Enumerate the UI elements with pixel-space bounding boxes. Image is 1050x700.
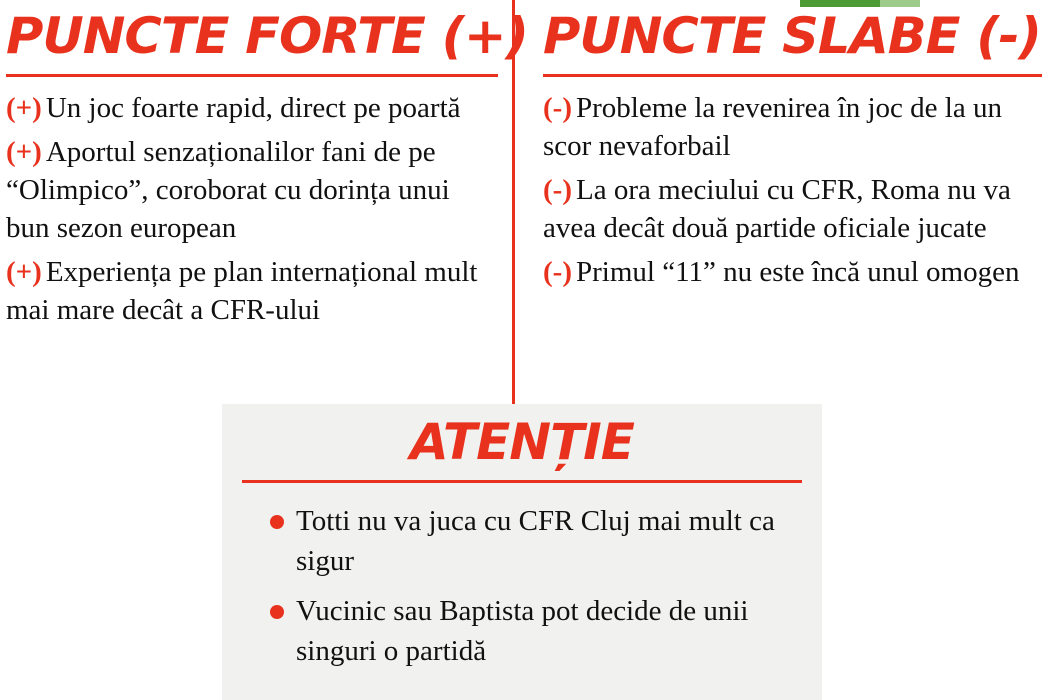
strengths-item-text: Un joc foarte rapid, direct pe poartă bbox=[45, 92, 461, 124]
plus-marker-icon: (+) bbox=[6, 92, 42, 124]
minus-marker-icon: (-) bbox=[543, 256, 572, 288]
minus-marker-icon: (-) bbox=[543, 92, 572, 124]
attention-panel bbox=[222, 404, 822, 700]
weaknesses-item bbox=[543, 253, 1042, 291]
strengths-item bbox=[6, 133, 498, 247]
attention-item-text: Totti nu va juca cu CFR Cluj mai mult ca sigur bbox=[296, 505, 775, 577]
plus-marker-icon: (+) bbox=[6, 256, 42, 288]
bullet-dot-icon bbox=[270, 515, 284, 529]
minus-marker-icon: (-) bbox=[543, 174, 572, 206]
weaknesses-item bbox=[543, 171, 1042, 247]
strengths-item-text: Aportul senzaționalilor fani de pe “Olimpico”, coroborat cu dorința unui bun sezon european bbox=[6, 136, 450, 244]
attention-item-text: Vucinic sau Baptista pot decide de unii singuri o partidă bbox=[296, 595, 749, 667]
weaknesses-item bbox=[543, 89, 1042, 165]
weaknesses-column bbox=[512, 0, 1050, 404]
weaknesses-item-text: Probleme la revenirea în joc de la un scor nevaforbail bbox=[543, 92, 1002, 162]
weaknesses-item-text: Primul “11” nu este încă unul omogen bbox=[575, 256, 1020, 288]
strengths-item bbox=[6, 253, 498, 329]
attention-list bbox=[242, 501, 802, 671]
attention-title: ATENȚIE bbox=[410, 413, 634, 471]
strengths-item-text: Experiența pe plan internațional mult mai mare decât a CFR-ului bbox=[6, 256, 478, 326]
attention-item bbox=[264, 591, 780, 671]
weaknesses-title: PUNCTE SLABE (-) bbox=[543, 7, 1041, 65]
attention-item bbox=[264, 501, 780, 581]
attention-rule bbox=[242, 480, 802, 483]
strengths-title: PUNCTE FORTE (+) bbox=[6, 7, 528, 65]
strengths-column bbox=[0, 0, 528, 404]
weaknesses-item-text: La ora meciului cu CFR, Roma nu va avea decât două partide oficiale jucate bbox=[543, 174, 1011, 244]
strengths-item bbox=[6, 89, 498, 127]
weaknesses-rule bbox=[543, 74, 1042, 77]
bullet-dot-icon bbox=[270, 605, 284, 619]
plus-marker-icon: (+) bbox=[6, 136, 42, 168]
strengths-rule bbox=[6, 74, 498, 77]
